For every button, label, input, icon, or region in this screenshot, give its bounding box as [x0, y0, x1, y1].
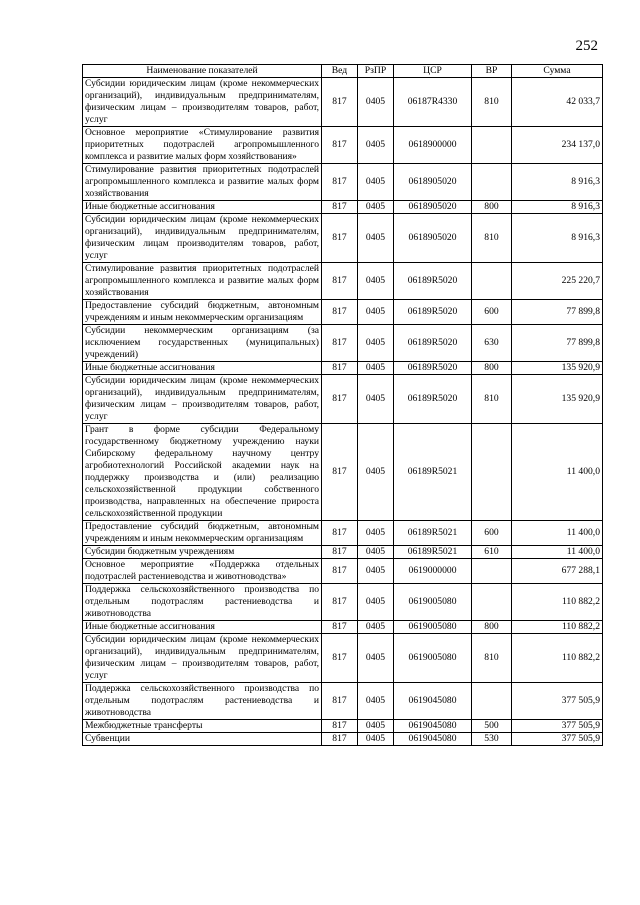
row-csr: 0619005080: [394, 634, 472, 683]
row-ved: 817: [322, 201, 358, 214]
row-name: Стимулирование развития приоритетных подотраслей агропромышленного комплекса и развитие малых форм хозяйствования: [83, 263, 322, 300]
row-ved: 817: [322, 78, 358, 127]
table-row: [83, 78, 603, 127]
row-name: Предоставление субсидий бюджетным, автономным учреждениям и иным некоммерческим организациям: [83, 300, 322, 325]
row-csr: 06189R5020: [394, 263, 472, 300]
row-rzpr: 0405: [358, 362, 394, 375]
row-vr: [472, 559, 512, 584]
row-rzpr: 0405: [358, 733, 394, 746]
row-vr: [472, 424, 512, 521]
row-rzpr: 0405: [358, 78, 394, 127]
row-rzpr: 0405: [358, 424, 394, 521]
row-name: Межбюджетные трансферты: [83, 720, 322, 733]
row-ved: 817: [322, 559, 358, 584]
header-vr: ВР: [472, 65, 512, 78]
row-csr: 06187R4330: [394, 78, 472, 127]
table-row: [83, 683, 603, 720]
table-row: [83, 634, 603, 683]
header-ved: Вед: [322, 65, 358, 78]
row-sum: 11 400,0: [512, 546, 603, 559]
row-sum: 8 916,3: [512, 214, 603, 263]
row-rzpr: 0405: [358, 214, 394, 263]
page-number: 252: [575, 38, 598, 54]
row-name: Субвенции: [83, 733, 322, 746]
table-row: [83, 733, 603, 746]
row-ved: 817: [322, 621, 358, 634]
row-sum: 234 137,0: [512, 127, 603, 164]
table-row: [83, 300, 603, 325]
header-sum: Сумма: [512, 65, 603, 78]
table-header-row: [83, 65, 603, 78]
row-vr: 630: [472, 325, 512, 362]
row-rzpr: 0405: [358, 559, 394, 584]
row-name: Иные бюджетные ассигнования: [83, 621, 322, 634]
row-vr: 600: [472, 300, 512, 325]
row-csr: 06189R5021: [394, 424, 472, 521]
row-rzpr: 0405: [358, 325, 394, 362]
row-ved: 817: [322, 127, 358, 164]
table-row: [83, 584, 603, 621]
row-name: Субсидии бюджетным учреждениям: [83, 546, 322, 559]
row-csr: 0619045080: [394, 720, 472, 733]
table-row: [83, 375, 603, 424]
row-ved: 817: [322, 263, 358, 300]
row-ved: 817: [322, 683, 358, 720]
row-vr: 810: [472, 78, 512, 127]
table-row: [83, 621, 603, 634]
row-name: Субсидии некоммерческим организациям (за исключением государственных (муниципальных) учреждений): [83, 325, 322, 362]
row-vr: [472, 263, 512, 300]
row-ved: 817: [322, 375, 358, 424]
row-csr: 0619045080: [394, 733, 472, 746]
row-vr: 500: [472, 720, 512, 733]
table-row: [83, 362, 603, 375]
row-csr: 06189R5020: [394, 325, 472, 362]
row-sum: 77 899,8: [512, 325, 603, 362]
row-vr: 800: [472, 621, 512, 634]
row-sum: 377 505,9: [512, 720, 603, 733]
row-sum: 77 899,8: [512, 300, 603, 325]
row-sum: 377 505,9: [512, 733, 603, 746]
header-name: Наименование показателей: [83, 65, 322, 78]
row-vr: [472, 127, 512, 164]
row-csr: 0619045080: [394, 683, 472, 720]
row-name: Стимулирование развития приоритетных подотраслей агропромышленного комплекса и развитие малых форм хозяйствования: [83, 164, 322, 201]
row-csr: 0618905020: [394, 164, 472, 201]
row-sum: 377 505,9: [512, 683, 603, 720]
row-sum: 225 220,7: [512, 263, 603, 300]
row-rzpr: 0405: [358, 300, 394, 325]
row-sum: 110 882,2: [512, 634, 603, 683]
row-name: Субсидии юридическим лицам (кроме некоммерческих организаций), индивидуальным предпринимателям, физическим лицам – производителям товаров, работ, услуг: [83, 78, 322, 127]
row-sum: 11 400,0: [512, 521, 603, 546]
row-vr: 530: [472, 733, 512, 746]
table-row: [83, 214, 603, 263]
row-ved: 817: [322, 362, 358, 375]
row-rzpr: 0405: [358, 546, 394, 559]
row-ved: 817: [322, 584, 358, 621]
row-ved: 817: [322, 164, 358, 201]
row-name: Субсидии юридическим лицам (кроме некоммерческих организаций), индивидуальным предпринимателям, физическим лицам – производителям товаров, работ, услуг: [83, 375, 322, 424]
row-csr: 06189R5020: [394, 362, 472, 375]
row-ved: 817: [322, 720, 358, 733]
header-csr: ЦСР: [394, 65, 472, 78]
row-vr: 810: [472, 214, 512, 263]
row-ved: 817: [322, 325, 358, 362]
header-rzpr: РзПР: [358, 65, 394, 78]
row-csr: 06189R5020: [394, 300, 472, 325]
row-vr: 600: [472, 521, 512, 546]
row-rzpr: 0405: [358, 521, 394, 546]
row-sum: 8 916,3: [512, 201, 603, 214]
row-name: Основное мероприятие «Поддержка отдельных подотраслей растениеводства и животноводства»: [83, 559, 322, 584]
row-ved: 817: [322, 546, 358, 559]
table-row: [83, 325, 603, 362]
row-rzpr: 0405: [358, 683, 394, 720]
table-row: [83, 164, 603, 201]
row-sum: 42 033,7: [512, 78, 603, 127]
row-sum: 11 400,0: [512, 424, 603, 521]
row-vr: 610: [472, 546, 512, 559]
row-name: Иные бюджетные ассигнования: [83, 201, 322, 214]
row-rzpr: 0405: [358, 584, 394, 621]
row-ved: 817: [322, 424, 358, 521]
row-csr: 0619000000: [394, 559, 472, 584]
row-ved: 817: [322, 733, 358, 746]
row-name: Предоставление субсидий бюджетным, автономным учреждениям и иным некоммерческим организациям: [83, 521, 322, 546]
row-csr: 06189R5021: [394, 521, 472, 546]
table-row: [83, 201, 603, 214]
row-csr: 06189R5020: [394, 375, 472, 424]
row-vr: [472, 683, 512, 720]
row-vr: 810: [472, 375, 512, 424]
row-name: Основное мероприятие «Стимулирование развития приоритетных подотраслей агропромышленного комплекса и развитие малых форм хозяйствования»: [83, 127, 322, 164]
row-csr: 0618900000: [394, 127, 472, 164]
row-name: Иные бюджетные ассигнования: [83, 362, 322, 375]
table-row: [83, 127, 603, 164]
row-name: Поддержка сельскохозяйственного производства по отдельным подотраслям растениеводства и животноводства: [83, 683, 322, 720]
row-ved: 817: [322, 214, 358, 263]
row-name: Грант в форме субсидии Федеральному государственному бюджетному учреждению науки Сибирскому федеральному научному центру агробиотехнологий Российской академии наук на поддержку производства и (или) реализацию сельскохозяйственной продукции собственного производства, направленных на обеспечение прироста сельскохозяйственной продукции: [83, 424, 322, 521]
row-vr: [472, 164, 512, 201]
table-body: [83, 78, 603, 746]
table-row: [83, 263, 603, 300]
row-rzpr: 0405: [358, 201, 394, 214]
row-ved: 817: [322, 300, 358, 325]
row-sum: 110 882,2: [512, 584, 603, 621]
row-ved: 817: [322, 521, 358, 546]
row-csr: 06189R5021: [394, 546, 472, 559]
row-rzpr: 0405: [358, 621, 394, 634]
row-ved: 817: [322, 634, 358, 683]
row-rzpr: 0405: [358, 375, 394, 424]
row-rzpr: 0405: [358, 164, 394, 201]
row-vr: [472, 584, 512, 621]
table-row: [83, 424, 603, 521]
row-csr: 0618905020: [394, 201, 472, 214]
row-csr: 0618905020: [394, 214, 472, 263]
row-sum: 8 916,3: [512, 164, 603, 201]
row-name: Субсидии юридическим лицам (кроме некоммерческих организаций), индивидуальным предпринимателям, физическим лицам – производителям товаров, работ, услуг: [83, 634, 322, 683]
table-row: [83, 720, 603, 733]
row-name: Поддержка сельскохозяйственного производства по отдельным подотраслям растениеводства и животноводства: [83, 584, 322, 621]
row-csr: 0619005080: [394, 584, 472, 621]
row-sum: 677 288,1: [512, 559, 603, 584]
row-name: Субсидии юридическим лицам (кроме некоммерческих организаций), индивидуальным предпринимателям, физическим лицам производителям товаров, работ, услуг: [83, 214, 322, 263]
row-vr: 800: [472, 201, 512, 214]
row-csr: 0619005080: [394, 621, 472, 634]
row-vr: 800: [472, 362, 512, 375]
table-row: [83, 546, 603, 559]
row-sum: 135 920,9: [512, 375, 603, 424]
row-rzpr: 0405: [358, 634, 394, 683]
row-vr: 810: [472, 634, 512, 683]
table-row: [83, 559, 603, 584]
row-rzpr: 0405: [358, 263, 394, 300]
budget-table: [82, 64, 603, 746]
row-rzpr: 0405: [358, 720, 394, 733]
row-sum: 135 920,9: [512, 362, 603, 375]
row-sum: 110 882,2: [512, 621, 603, 634]
row-rzpr: 0405: [358, 127, 394, 164]
table-row: [83, 521, 603, 546]
